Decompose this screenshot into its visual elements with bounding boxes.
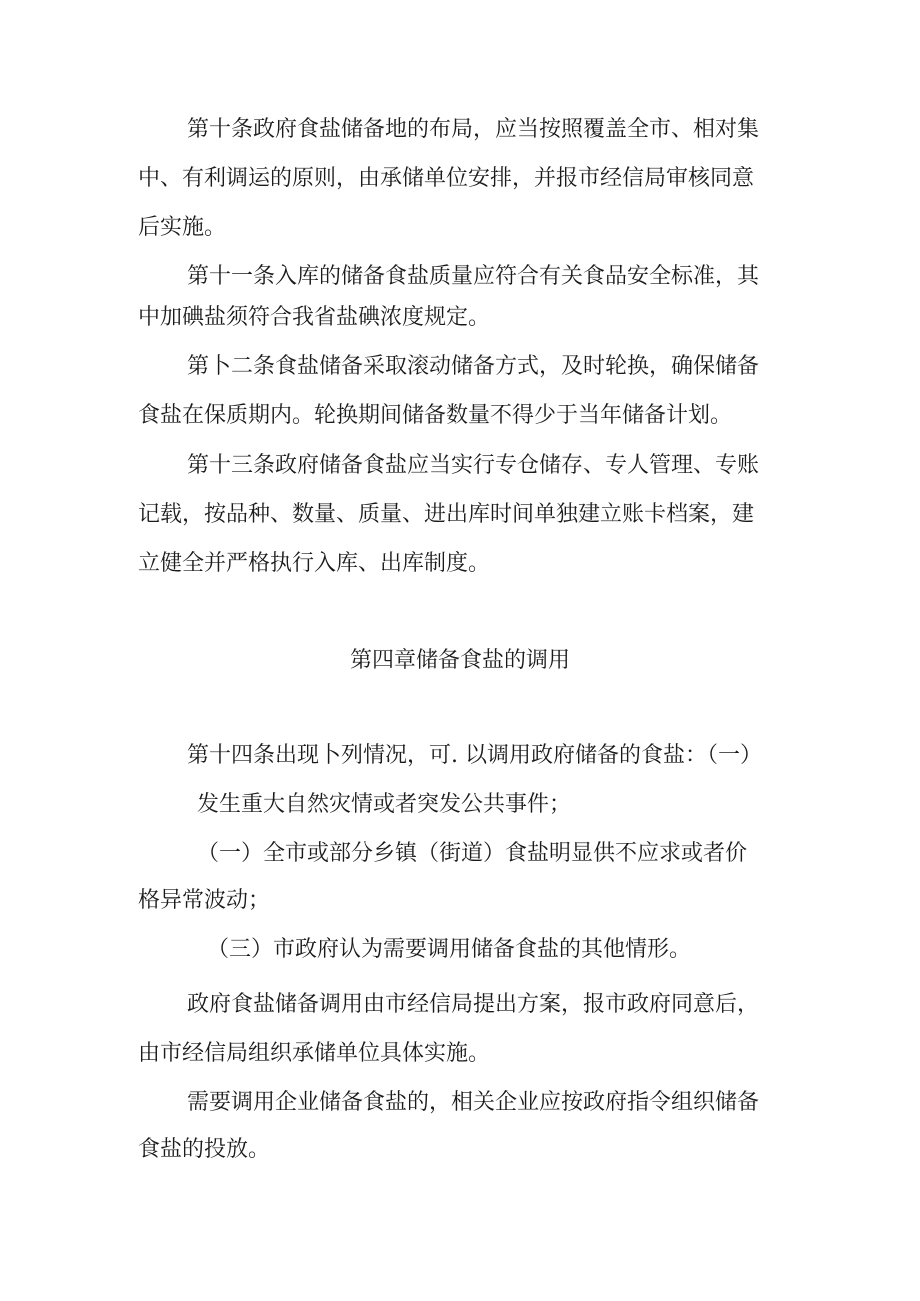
article-12-line-2: 食盐在保质期内。轮换期间储备数量不得少于当年储备计划。 — [138, 403, 733, 428]
article-13-line-2: 记载，按品种、数量、质量、进出库时间单独建立账卡档案，建 — [138, 502, 755, 527]
article-14-line-1: 第十四条出现卜列情况，可. 以调用政府储备的食盐：（一） — [187, 743, 762, 768]
article-13-line-3: 立健全并严格执行入库、出库制度。 — [138, 551, 491, 576]
article-11-line-2: 中加碘盐须符合我省盐碘浓度规定。 — [138, 305, 491, 330]
chapter-4-title: 第四章储备食盐的调用 — [349, 648, 570, 673]
article-12-line-1: 第卜二条食盐储备采取滚动储备方式，及时轮换，确保储备 — [187, 354, 760, 379]
article-10-line-1: 第十条政府食盐储备地的布局，应当按照覆盖全市、相对集 — [187, 117, 760, 142]
article-14-item-3: （三）市政府认为需要调用储备食盐的其他情形。 — [207, 937, 692, 962]
enterprise-paragraph-line-2: 食盐的投放。 — [138, 1137, 271, 1162]
article-14-item-1: 发生重大自然灾情或者突发公共事件； — [197, 792, 572, 817]
dispatch-paragraph-line-1: 政府食盐储备调用由市经信局提出方案，报市政府同意后， — [187, 992, 760, 1017]
article-11-line-1: 第十一条入库的储备食盐质量应符合有关食品安全标准，其 — [187, 264, 760, 289]
article-10-line-3: 后实施。 — [138, 215, 227, 240]
dispatch-paragraph-line-2: 由市经信局组织承储单位具体实施。 — [138, 1041, 491, 1066]
enterprise-paragraph-line-1: 需要调用企业储备食盐的，相关企业应按政府指令组织储备 — [187, 1090, 760, 1115]
article-13-line-1: 第十三条政府储备食盐应当实行专仓储存、专人管理、专账 — [187, 453, 760, 478]
article-14-item-2-line-2: 格异常波动； — [138, 888, 271, 913]
article-10-line-2: 中、有利调运的原则，由承储单位安排，并报市经信局审核同意 — [138, 166, 755, 191]
article-14-item-2-line-1: （一）全市或部分乡镇（街道）食盐明显供不应求或者价 — [197, 841, 748, 866]
